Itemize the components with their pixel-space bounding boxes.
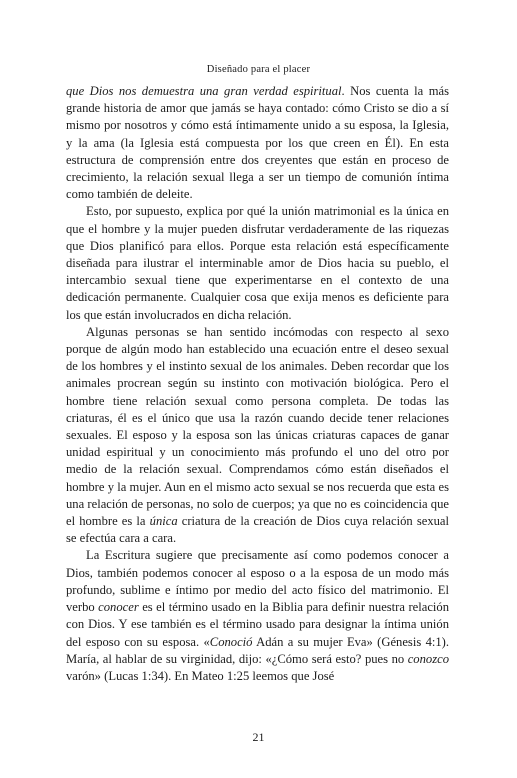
text-segment: criatura de la creación de Dios cuya relación sexual se efectúa cara a cara.: [66, 514, 449, 546]
text-segment: La Escritura sugiere que precisamente así como podemos conocer a Dios, también podemos conocer al esposo o a la esposa de un modo más profundo, sublime e íntimo por medio del acto físico del matrimonio. El verbo: [66, 548, 449, 615]
paragraph-3: [66, 324, 449, 548]
italic-text-segment: conozco: [407, 651, 449, 666]
italic-text-segment: única: [149, 514, 178, 529]
text-segment: es el término usado en la Biblia para definir nuestra relación con Dios. Y ese también es el término usado para designar la íntima unión del esposo con su esposa. «: [66, 600, 449, 649]
italic-text-segment: conocer: [98, 600, 139, 615]
text-segment: varón» (Lucas 1:34). En Mateo 1:25 leemos que José: [66, 668, 335, 683]
paragraph-4: [66, 547, 449, 685]
paragraph-1: [66, 83, 449, 203]
italic-text-segment: Conoció: [209, 634, 253, 649]
text-segment: Algunas personas se han sentido incómodas con respecto al sexo porque de algún modo han establecido una ecuación entre el deseo sexual de los hombres y el instinto sexual de los animales. Deben recordar que los animales procrean según su instinto con motivación biológica. Pero el hombre tiene relación sexual como persona completa. De todas las criaturas, él es el único que usa la razón cuando decide tener relaciones sexuales. El esposo y la esposa son las únicas criaturas capaces de ganar unidad espiritual y un conocimiento más profundo el uno del otro por medio de la relación sexual. Comprendamos cómo están diseñados el hombre y la mujer. Aun en el mismo acto sexual se nos recuerda que esta es una relación de personas, no solo de cuerpos; ya que no es coincidencia que el hombre es la: [66, 324, 449, 529]
text-segment: Esto, por supuesto, explica por qué la unión matrimonial es la única en que el hombre y la mujer pueden disfrutar verdaderamente de las riquezas que Dios planificó para ellos. Porque esta relación está específicamente diseñada para ilustrar el interminable amor de Dios hacia su pueblo, el intercambio sexual tiene que experimentarse en el contexto de una dedicación permanente. Cualquier cosa que exija menos es deficiente para los que están involucrados en dicha relación.: [66, 204, 449, 322]
paragraph-2: [66, 203, 449, 323]
text-segment: . Nos cuenta la más grande historia de amor que jamás se haya contado: cómo Cristo se dio a sí mismo por nosotros y cómo está íntimamente unido a su esposa, la Iglesia, y la ama (la Iglesia está compuesta por los que creen en Él). En esta estructura de comprensión entre dos creyentes que están en proceso de crecimiento, la relación sexual llega a ser un tiempo de comunión íntima como también de deleite.: [66, 84, 449, 202]
text-segment: Adán a su mujer Eva» (Génesis 4:1). María, al hablar de su virginidad, dijo: «¿Cómo será esto? pues no: [66, 634, 450, 666]
italic-text-segment: que Dios nos demuestra una gran verdad espiritual: [66, 84, 342, 98]
page-number: 21: [252, 730, 265, 744]
body-text: [66, 83, 449, 685]
running-head: Diseñado para el placer: [206, 64, 311, 75]
